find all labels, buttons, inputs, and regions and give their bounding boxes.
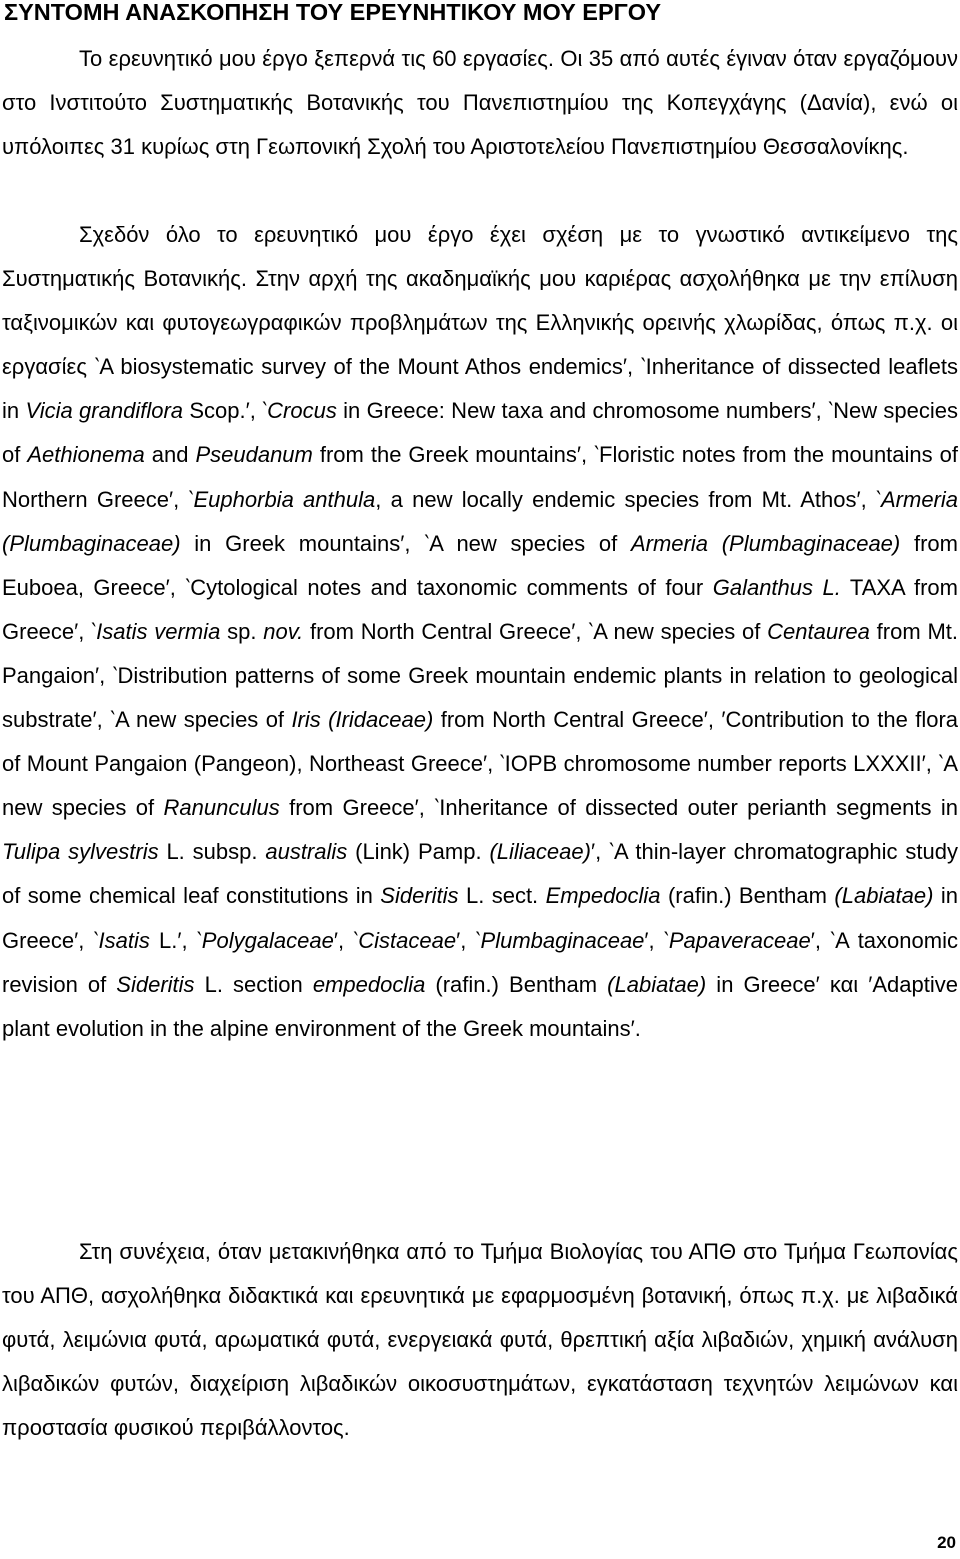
- publication-text: ′, ‵: [644, 927, 669, 953]
- taxon-name: empedoclia: [312, 971, 426, 997]
- publication-text: ‵A biosystematic survey of the Mount Athos endemics′, ‵Inheritance of dissected leaflets in: [2, 354, 958, 424]
- publication-text: from the Greek mountains′, ‵Floristic notes from the mountains of Northern Greece′, ‵: [2, 442, 958, 512]
- publication-text: ′, ‵A taxonomic revision of: [2, 927, 958, 997]
- taxon-name: (Liliaceae): [489, 839, 591, 865]
- publication-text: , a new locally endemic species from Mt. Athos′, ‵: [375, 486, 881, 512]
- taxon-name: Armeria (Plumbaginaceae): [630, 530, 901, 556]
- publication-text: (Link) Pamp.: [347, 839, 490, 865]
- publication-text: from North Central Greece′, ‵A new species of: [303, 618, 768, 644]
- paragraph-applied-botany: Στη συνέχεια, όταν μετακινήθηκα από το Τμήμα Βιολογίας του ΑΠΘ στο Τμήμα Γεωπονίας του ΑΠΘ, ασχολήθηκα διδακτικά και ερευνητικά με εφαρμοσμένη βοτανική, όπως π.χ. με λιβαδικά φυτά, λειμώνια φυτά, αρωματικά φυτά, ενεργειακά φυτά, θρεπτική αξία λιβαδιών, χημική ανάλυση λιβαδικών φυτών, διαχείριση λιβαδικών οικοσυστημάτων, εγκατάσταση τεχνητών λειμώνων και προστασία φυσικού περιβάλλοντος.: [2, 1239, 958, 1441]
- taxon-name: Euphorbia anthula: [193, 486, 376, 512]
- publication-text: sp.: [220, 618, 264, 644]
- publication-text: from Euboea, Greece′, ‵Cytological notes and taxonomic comments of four: [2, 530, 958, 600]
- taxon-name: Sideritis: [380, 883, 459, 909]
- publication-text: in Greece′ και ′Adaptive plant evolution in the alpine environment of the Greek mountains′.: [2, 971, 958, 1041]
- taxon-name: nov.: [263, 618, 304, 644]
- publication-text: L. sect.: [458, 883, 546, 909]
- taxon-name: Galanthus L.: [712, 574, 841, 600]
- taxon-name: Cistaceae: [358, 927, 457, 953]
- page-number: 20: [937, 1533, 956, 1552]
- taxon-name: Iris (Iridaceae): [291, 707, 434, 733]
- paragraph-systematic-botany: [2, 213, 958, 1051]
- taxon-name: Crocus: [267, 398, 337, 424]
- publication-text: (rafin.) Bentham: [660, 883, 835, 909]
- taxon-name: Ranunculus: [163, 795, 280, 821]
- publication-text: from North Central Greece′, ′Contribution to the flora of Mount Pangaion (Pangeon), Northeast Greece′, ‵IOPB chromosome number reports LXXXII′, ‵A new species of: [2, 707, 959, 821]
- publication-text: ′, ‵: [456, 927, 481, 953]
- taxon-name: Plumbaginaceae: [480, 927, 645, 953]
- page-heading: ΣΥΝΤΟΜΗ ΑΝΑΣΚΟΠΗΣΗ ΤΟΥ ΕΡΕΥΝΗΤΙΚΟΥ ΜΟΥ ΕΡΓΟΥ: [4, 0, 662, 25]
- publication-text: ′, ‵A thin-layer chromatographic study of some chemical leaf constitutions in: [2, 839, 958, 909]
- paragraph-intro-text: Σχεδόν όλο το ερευνητικό μου έργο έχει σχέση με το γνωστικό αντικείμενο της Συστηματικής Βοτανικής. Στην αρχή της ακαδημαϊκής μου καριέρας ασχολήθηκα με την επίλυση ταξινομικών και φυτογεωγραφικών προβλημάτων της Ελληνικής ορεινής χλωρίδας, όπως π.χ. οι εργασίες: [2, 222, 958, 380]
- publication-text: in Greek mountains′, ‵A new species of: [180, 530, 631, 556]
- publication-text: ′, ‵: [333, 927, 359, 953]
- taxon-name: Pseudanum: [195, 442, 313, 468]
- taxon-name: Papaveraceae: [668, 927, 811, 953]
- publication-text: in Greece′, ‵: [2, 883, 958, 953]
- publication-text: from Mt. Pangaion′, ‵Distribution patterns of some Greek mountain endemic plants in relation to geological substrate′, ‵A new species of: [2, 618, 958, 733]
- taxon-name: (Labiatae): [607, 971, 707, 997]
- taxon-name: Polygalaceae: [201, 927, 334, 953]
- taxon-name: Vicia grandiflora: [25, 398, 184, 424]
- paragraph-research-count: Το ερευνητικό μου έργο ξεπερνά τις 60 εργασίες. Οι 35 από αυτές έγιναν όταν εργαζόμουν στο Ινστιτούτο Συστηματικής Βοτανικής του Πανεπιστημίου της Κοπεγχάγης (Δανία), ενώ οι υπόλοιπες 31 κυρίως στη Γεωπονική Σχολή του Αριστοτελείου Πανεπιστημίου Θεσσαλονίκης.: [2, 46, 958, 160]
- taxon-name: Sideritis: [116, 971, 195, 997]
- publication-text: TAXA from Greece′, ‵: [2, 574, 958, 644]
- taxon-name: Armeria (Plumbaginaceae): [2, 486, 959, 556]
- taxon-name: Aethionema: [27, 442, 145, 468]
- taxon-name: Isatis vermia: [96, 618, 221, 644]
- taxon-name: australis: [265, 839, 348, 865]
- publication-text: and: [144, 442, 196, 468]
- publication-text: in Greece: New taxa and chromosome numbers′, ‵New species of: [2, 398, 958, 468]
- publication-text: (rafin.) Bentham: [425, 971, 608, 997]
- taxon-name: Tulipa sylvestris: [2, 839, 159, 865]
- taxon-name: Empedoclia: [545, 883, 661, 909]
- taxon-name: (Labiatae): [834, 883, 934, 909]
- publication-text: L.′, ‵: [149, 927, 202, 953]
- publication-text: Scop.′, ‵: [183, 398, 268, 424]
- publication-text: from Greece′, ‵Inheritance of dissected outer perianth segments in: [279, 795, 958, 821]
- publication-list: [2, 354, 958, 1040]
- publication-text: L. section: [194, 971, 313, 997]
- taxon-name: Centaurea: [767, 618, 870, 644]
- taxon-name: Isatis: [98, 927, 150, 953]
- publication-text: L. subsp.: [158, 839, 266, 865]
